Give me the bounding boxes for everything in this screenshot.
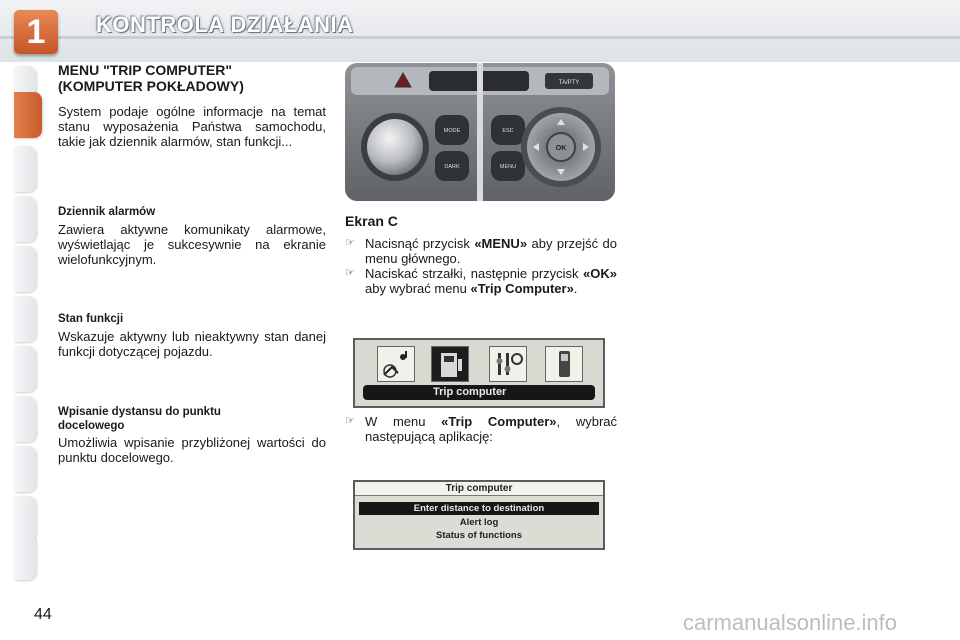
ok-key: «OK» [583,266,617,281]
bullet-ok-text-end: . [573,281,578,296]
option-status-functions[interactable]: Status of functions [435,530,523,541]
distance-title-line2: docelowego [58,420,125,432]
bullet-app-text: W menu [365,414,442,429]
option-alert-log[interactable]: Alert log [459,517,499,528]
side-tab[interactable] [14,146,36,192]
menu-selection-label: Trip computer [363,385,595,400]
menu-button-label: MENU [499,164,517,170]
trip-computer-icon [431,346,469,382]
ta-pty-label: TA/PTY [558,80,580,86]
ekran-title: Ekran C [345,213,398,229]
pointing-hand-icon: ☞ [345,415,355,427]
bullet-ok-text-mid: aby wybrać menu [365,281,471,296]
section-heading [58,62,328,94]
dark-button-label: DARK [444,164,460,170]
side-tab[interactable] [14,346,36,392]
chapter-title: KONTROLA DZIAŁANIA [96,12,354,37]
trip-computer-key: «Trip Computer» [441,414,557,429]
mode-button-label: MODE [443,128,461,134]
pointing-hand-icon: ☞ [345,267,355,279]
alert-log-title: Dziennik alarmów [58,206,156,218]
bullet-menu-text-end: aby przejść do menu głównego. [365,236,617,266]
section-title-line2: (KOMPUTER POKŁADOWY) [58,78,244,94]
alert-log-text: Zawiera aktywne komunikaty alarmowe, wyświetlając je sukcesywnie na ekranie wielofunkcyjnym. [58,222,326,267]
bullet-ok [345,266,617,296]
phone-icon [545,346,583,382]
bullet-app-text-end: , wybrać następującą aplikację: [365,414,618,444]
bullet-menu [345,236,617,266]
side-tab[interactable] [14,296,36,342]
control-panel-image [345,63,615,201]
chapter-badge: 1 [14,10,58,54]
esc-button-label: ESC [502,128,514,134]
ok-button-label: OK [555,145,567,152]
page-number: 44 [34,606,52,623]
trip-computer-key: «Trip Computer» [470,281,574,296]
audio-icon [377,346,415,382]
status-functions-title: Stan funkcji [58,313,124,325]
intro-paragraph: System podaje ogólne informacje na temat stanu wyposażenia Państwa samochodu, takie jak dziennik alarmów, stan funkcji... [58,104,326,149]
screen-main-menu [353,338,605,408]
watermark: carmanualsonline.info [683,610,898,635]
bullet-app [345,414,617,444]
option-enter-distance[interactable]: Enter distance to destination [359,502,599,515]
settings-icon [489,346,527,382]
side-tab[interactable] [14,446,36,492]
screen-trip-computer [353,480,605,550]
side-tab[interactable] [14,534,36,580]
pointing-hand-icon: ☞ [345,237,355,249]
bullet-ok-text: Naciskać strzałki, następnie przycisk [365,266,584,281]
status-functions-text: Wskazuje aktywny lub nieaktywny stan danej funkcji dotyczącej pojazdu. [58,329,326,359]
distance-title [58,405,326,433]
section-title-line1: MENU "TRIP COMPUTER" [58,62,233,78]
screen-header: Trip computer [355,482,603,496]
side-tab[interactable] [14,196,36,242]
side-tab-active[interactable] [14,92,42,138]
side-tab[interactable] [14,396,36,442]
distance-text: Umożliwia wpisanie przybliżonej wartości do punktu docelowego. [58,435,326,465]
bullet-menu-text: Nacisnąć przycisk [365,236,475,251]
distance-title-line1: Wpisanie dystansu do punktu [58,406,221,418]
menu-key: «MENU» [474,236,528,251]
side-tab[interactable] [14,246,36,292]
